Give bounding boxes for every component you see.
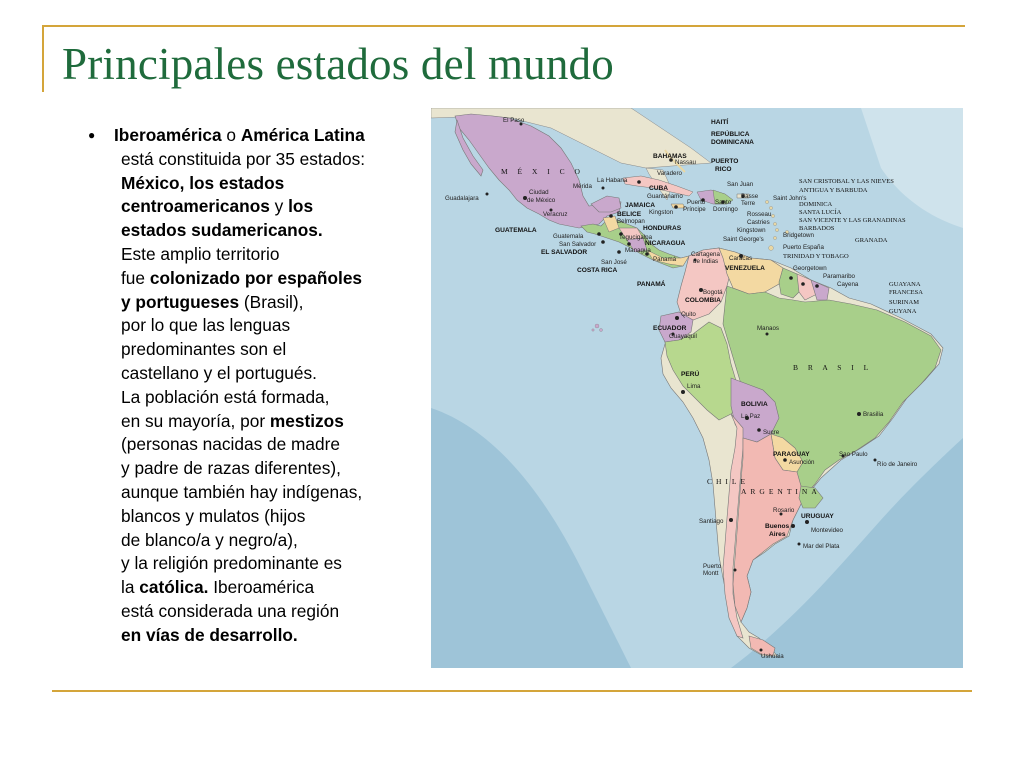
map-label: Panamá — [653, 256, 677, 263]
map-label: Basse — [741, 193, 759, 200]
map-label: BELICE — [617, 211, 642, 218]
map-label: Ciudad — [529, 189, 549, 196]
map-label: Santiago — [699, 518, 724, 525]
map-label: Georgetown — [793, 265, 827, 272]
map-label: Asunción — [789, 459, 815, 466]
map-label: Terre — [741, 200, 756, 207]
map-label: Guantánamo — [647, 193, 683, 200]
map-label: Managua — [625, 247, 651, 254]
text-line: por lo que las lenguas — [121, 315, 291, 336]
map-label: Caracas — [729, 255, 753, 262]
map-label: San Juan — [727, 181, 754, 188]
map-label: M É X I C O — [501, 167, 584, 176]
map-label: San Salvador — [559, 241, 597, 248]
map-label: HONDURAS — [643, 225, 682, 232]
map-label: ARGENTINA — [741, 487, 821, 496]
map-label: Río de Janeiro — [877, 461, 918, 468]
map-label: Montt — [703, 570, 719, 577]
text-line: castellano y el portugués. — [121, 362, 317, 383]
map-label: EL SALVADOR — [541, 249, 588, 256]
map-label: Paramaribo — [823, 273, 855, 280]
map-label: PANAMÁ — [637, 281, 666, 288]
text-line: está considerada una región — [121, 600, 340, 621]
map-label: Guatemala — [553, 233, 584, 240]
map-label: COSTA RICA — [577, 267, 618, 274]
map-label: Saint John's — [773, 195, 807, 202]
map-label: ANTIGUA Y BARBUDA — [799, 187, 868, 194]
map-label: PERÚ — [681, 371, 700, 378]
map-label: CHILE — [707, 477, 750, 486]
map-label: TRINIDAD Y TOBAGO — [783, 253, 849, 260]
text-line: aunque también hay indígenas, — [121, 481, 363, 502]
map-label: Varadero — [657, 170, 682, 177]
map-label: JAMAICA — [625, 202, 656, 209]
map-label: Kingston — [649, 209, 674, 216]
latin-america-map — [431, 108, 963, 668]
map-label: de Indias — [693, 258, 719, 265]
top-rule — [42, 25, 965, 27]
map-label: SAN CRISTOBAL Y LAS NIEVES — [799, 178, 894, 185]
text-line: México, los estados — [121, 172, 285, 193]
map-label: Bogotá — [703, 289, 723, 296]
map-label: Lima — [687, 383, 701, 390]
map-label: GUATEMALA — [495, 227, 537, 234]
map-label: Cayena — [837, 281, 859, 288]
map-label: Puerto España — [783, 244, 824, 251]
text-line: La población está formada, — [121, 386, 330, 407]
text-line: estados sudamericanos. — [121, 220, 323, 241]
map-label: La Habana — [597, 177, 628, 184]
text-line: en su mayoría, por mestizos — [121, 410, 344, 431]
map-label: Nassau — [675, 159, 696, 166]
map-label: Santo — [715, 199, 732, 206]
map-label: FRANCESA — [889, 289, 923, 296]
map-label: URUGUAY — [801, 513, 834, 520]
map-label: Príncipe — [683, 206, 706, 213]
text-line: está constituida por 35 estados: — [121, 148, 366, 169]
map-label: REPÚBLICA — [711, 131, 750, 138]
map-label: SAN VICENTE Y LAS GRANADINAS — [799, 217, 906, 224]
map-label: SURINAM — [889, 299, 919, 306]
text-line: (personas nacidas de madre — [121, 434, 341, 455]
map-label: NICARAGUA — [645, 240, 686, 247]
text-line: y padre de razas diferentes), — [121, 458, 341, 479]
map-label: B R A S I L — [793, 363, 873, 372]
map-label: VENEZUELA — [725, 265, 765, 272]
map-label: Puerto — [703, 563, 722, 570]
map-label: PUERTO — [711, 158, 739, 165]
map-label: COLOMBIA — [685, 297, 721, 304]
map-label: Sucre — [763, 429, 780, 436]
map-label: BARBADOS — [799, 225, 835, 232]
text-line: centroamericanos y los — [121, 196, 314, 217]
body-text — [88, 124, 418, 648]
map-label: Belmopan — [617, 218, 645, 225]
map-label: GUAYANA — [889, 281, 921, 288]
text-line: Este amplio territorio — [121, 243, 280, 264]
map-label: Guayaquil — [669, 333, 697, 340]
map-label: BAHAMAS — [653, 153, 687, 160]
map-label: Rosario — [773, 507, 795, 514]
map-label: BOLIVIA — [741, 401, 768, 408]
text-line: y la religión predominante es — [121, 553, 342, 574]
map-label: Bridgetown — [783, 232, 814, 239]
slide-title: Principales estados del mundo — [62, 39, 614, 89]
map-label: Buenos — [765, 523, 790, 530]
map-label: San José — [601, 259, 627, 266]
map-label: Brasilia — [863, 411, 884, 418]
bottom-rule — [52, 690, 972, 692]
text-line: la católica. Iberoamérica — [121, 577, 315, 598]
map-label: Montevideo — [811, 527, 843, 534]
map-label: Kingstown — [737, 227, 766, 234]
map-label: Aires — [769, 531, 786, 538]
map-label: GRANADA — [855, 237, 888, 244]
map-label: Manaos — [757, 325, 780, 332]
map-label: PARAGUAY — [773, 451, 810, 458]
map-label: Guadalajara — [445, 195, 479, 202]
map-label: CUBA — [649, 185, 669, 192]
text-line: blancos y mulatos (hijos — [121, 505, 306, 526]
map-label: RICO — [715, 166, 732, 173]
map-label: ECUADOR — [653, 325, 687, 332]
text-line: ● Iberoamérica o América Latina — [88, 124, 418, 148]
map-label: Tegucigalpa — [619, 234, 653, 241]
map-label: La Paz — [741, 413, 761, 420]
map-label: Mar del Plata — [803, 543, 840, 550]
text-line: predominantes son el — [121, 339, 287, 360]
map-label: Castries — [747, 219, 770, 226]
text-line: fue colonizado por españoles — [121, 267, 363, 288]
map-label: El Paso — [503, 117, 525, 124]
map-label: Mérida — [573, 183, 592, 190]
map-label: GUYANA — [889, 308, 917, 315]
map-label: Quito — [681, 311, 696, 318]
map-label: Veracruz — [543, 211, 568, 218]
map-label: HAITÍ — [711, 119, 729, 126]
left-rule — [42, 25, 44, 92]
map-label: Saint George's — [723, 236, 764, 243]
map-label: Puerto — [687, 199, 706, 206]
map-label: de México — [527, 197, 556, 204]
map-label: Ushuaia — [761, 653, 784, 660]
map-label: DOMINICA — [799, 201, 833, 208]
text-line: de blanco/a y negro/a), — [121, 529, 298, 550]
text-line: en vías de desarrollo. — [121, 624, 298, 645]
map-label: Cartagena — [691, 251, 720, 258]
map-label: DOMINICANA — [711, 139, 754, 146]
map-label: Sao Paulo — [839, 451, 868, 458]
map-label: Domingo — [713, 206, 738, 213]
text-line: y portugueses (Brasil), — [121, 291, 304, 312]
bullet-icon: ● — [88, 128, 96, 142]
map-label: SANTA LUCÍA — [799, 209, 842, 216]
map-label: Rosseau — [747, 211, 772, 218]
